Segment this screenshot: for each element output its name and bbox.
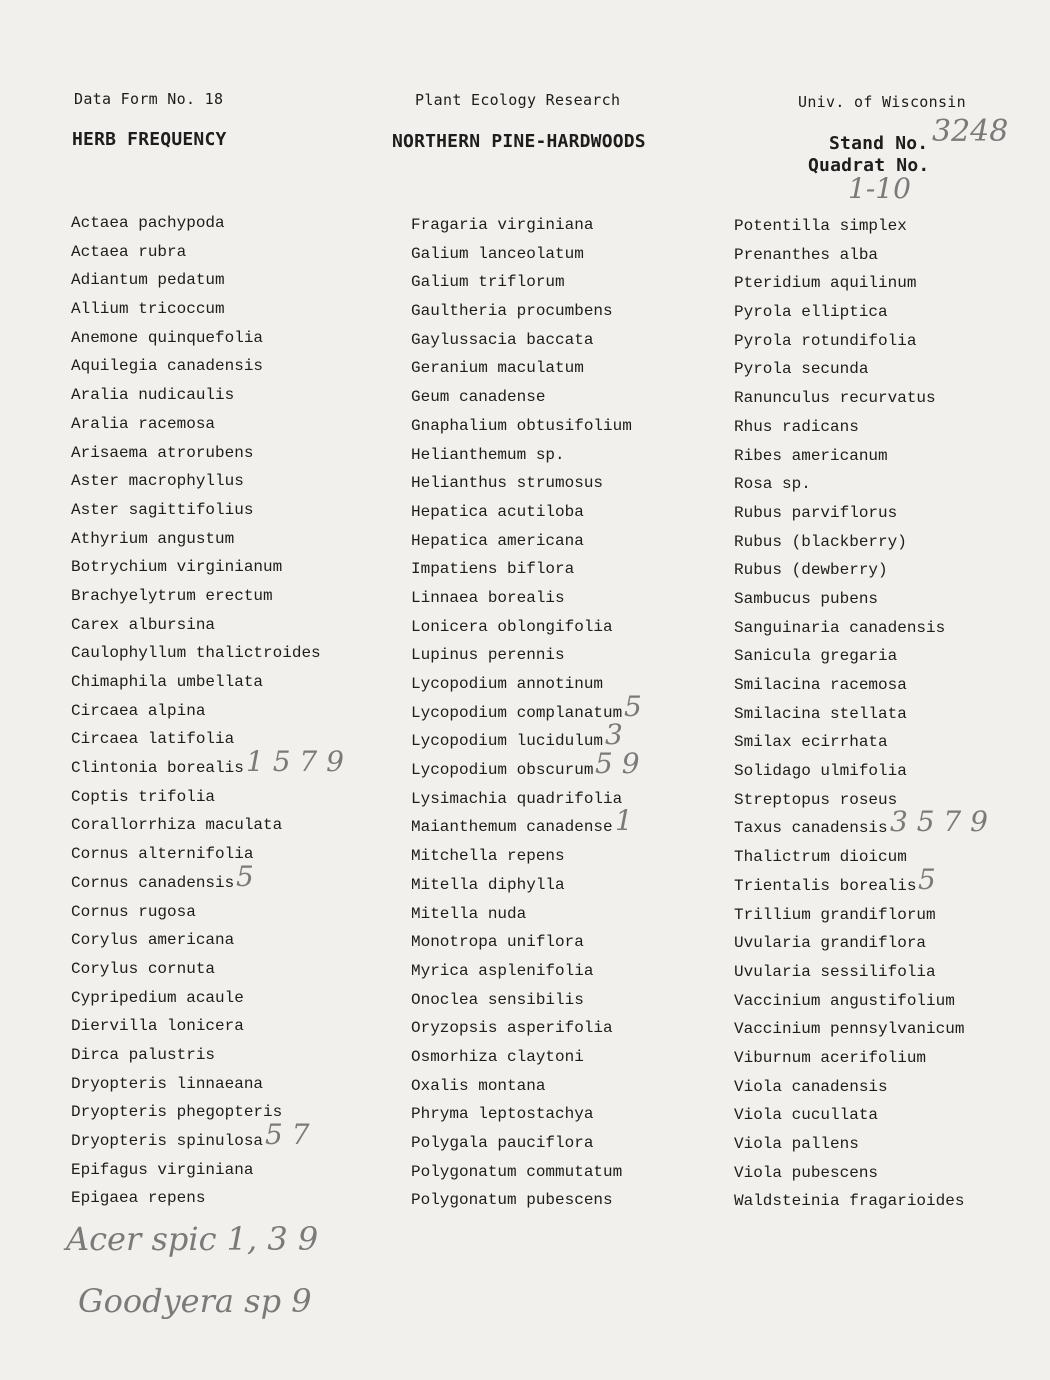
- species-name: Maianthemum canadense: [411, 818, 613, 837]
- species-name: Polygala pauciflora: [411, 1134, 594, 1152]
- species-row: [411, 928, 632, 957]
- species-name: Ranunculus recurvatus: [734, 389, 936, 408]
- species-name: Anemone quinquefolia: [71, 328, 264, 347]
- species-name: Coptis trifolia: [71, 787, 216, 806]
- species-row: [734, 671, 964, 700]
- species-row: [71, 745, 344, 783]
- species-name: Smilax ecirrhata: [734, 733, 888, 752]
- species-name: Rubus parviflorus: [734, 503, 898, 522]
- species-name: Corylus cornuta: [71, 959, 216, 978]
- species-name: Vaccinium pennsylvanicum: [734, 1020, 965, 1039]
- species-column-1: [71, 209, 344, 1213]
- species-row: [71, 1012, 321, 1041]
- species-row: [71, 668, 321, 697]
- species-name: Phryma leptostachya: [411, 1105, 594, 1124]
- species-row: [411, 383, 632, 412]
- species-row: [71, 840, 321, 869]
- species-name: Pyrola rotundifolia: [734, 331, 917, 350]
- frequency-mark: 1: [615, 804, 633, 838]
- species-row: [71, 410, 321, 439]
- species-row: [734, 1187, 964, 1216]
- species-row: [411, 785, 632, 814]
- species-name: Rosa sp.: [734, 475, 811, 494]
- species-name: Dirca palustris: [71, 1045, 216, 1064]
- species-name: Adiantum pedatum: [71, 271, 225, 290]
- species-name: Dryopteris spinulosa: [71, 1132, 264, 1150]
- species-row: [71, 697, 321, 726]
- species-row: [411, 804, 633, 842]
- species-row: [734, 269, 964, 298]
- species-name: Lycopodium lucidulum: [411, 732, 604, 751]
- species-name: Smilacina stellata: [734, 704, 907, 723]
- species-row: [734, 642, 964, 671]
- species-name: Viola canadensis: [734, 1077, 888, 1096]
- species-row: [734, 470, 964, 499]
- species-row: [734, 499, 964, 528]
- species-row: [411, 986, 632, 1015]
- stand-value: 3248: [932, 114, 1009, 149]
- species-name: Aralia racemosa: [71, 414, 216, 433]
- species-row: [734, 298, 964, 327]
- species-name: Dryopteris phegopteris: [71, 1103, 283, 1122]
- handwritten-note-2: Goodyera sp 9: [78, 1282, 312, 1320]
- species-name: Solidago ulmifolia: [734, 762, 907, 781]
- species-row: [734, 413, 964, 442]
- species-name: Chimaphila umbellata: [71, 673, 264, 691]
- frequency-mark: 3: [605, 718, 623, 752]
- species-name: Diervilla lonicera: [71, 1017, 244, 1036]
- species-name: Geum canadense: [411, 388, 546, 407]
- species-name: Lycopodium obscurum: [411, 761, 594, 780]
- species-row: [734, 614, 964, 643]
- species-name: Rhus radicans: [734, 417, 859, 436]
- species-name: Uvularia grandiflora: [734, 934, 927, 953]
- species-name: Oryzopsis asperifolia: [411, 1019, 613, 1038]
- species-row: [71, 209, 321, 238]
- species-row: [734, 805, 988, 843]
- species-row: [71, 352, 321, 381]
- species-name: Vaccinium angustifolium: [734, 991, 955, 1010]
- species-name: Hepatica americana: [411, 531, 584, 550]
- species-row: [71, 381, 321, 410]
- frequency-mark: 5 9: [595, 747, 640, 781]
- species-row: [411, 412, 632, 441]
- species-row: [411, 326, 632, 355]
- species-row: [411, 354, 632, 383]
- species-row: [71, 496, 321, 525]
- species-row: [71, 984, 321, 1013]
- species-name: Taxus canadensis: [734, 819, 888, 838]
- species-name: Smilacina racemosa: [734, 676, 907, 694]
- species-name: Cornus alternifolia: [71, 845, 254, 864]
- species-name: Lycopodium complanatum: [411, 703, 623, 722]
- species-name: Pyrola elliptica: [734, 303, 888, 322]
- species-row: [411, 469, 632, 498]
- university: Univ. of Wisconsin: [798, 93, 966, 111]
- species-name: Monotropa uniflora: [411, 933, 584, 952]
- species-row: [71, 295, 321, 324]
- species-name: Geranium maculatum: [411, 359, 584, 378]
- species-name: Lonicera oblongifolia: [411, 617, 613, 636]
- species-name: Galium lanceolatum: [411, 244, 584, 263]
- frequency-mark: 5: [624, 689, 642, 723]
- species-name: Botrychium virginianum: [71, 558, 283, 577]
- species-row: [734, 528, 964, 557]
- species-row: [411, 1014, 632, 1043]
- species-row: [71, 467, 321, 496]
- species-name: Trillium grandiflorum: [734, 905, 936, 924]
- species-row: [411, 900, 632, 929]
- species-row: [411, 297, 632, 326]
- species-row: [411, 584, 632, 613]
- species-name: Gaylussacia baccata: [411, 330, 594, 349]
- species-row: [411, 957, 632, 986]
- species-name: Linnaea borealis: [411, 588, 565, 607]
- species-name: Polygonatum commutatum: [411, 1162, 623, 1181]
- species-row: [734, 1073, 964, 1102]
- species-name: Lupinus perennis: [411, 646, 565, 665]
- species-name: Mitchella repens: [411, 847, 565, 866]
- species-name: Uvularia sessilifolia: [734, 962, 936, 981]
- species-row: [411, 441, 632, 470]
- species-row: [734, 1015, 964, 1044]
- frequency-mark: 3 5 7 9: [890, 805, 988, 839]
- species-name: Onoclea sensibilis: [411, 990, 584, 1009]
- frequency-mark: 1 5 7 9: [246, 745, 344, 779]
- species-name: Rubus (dewberry): [734, 561, 888, 580]
- species-name: Impatiens biflora: [411, 560, 575, 579]
- species-row: [71, 898, 321, 927]
- species-name: Potentilla simplex: [734, 217, 907, 235]
- handwritten-note-1: Acer spic 1, 3 9: [66, 1220, 319, 1258]
- species-name: Brachyelytrum erectum: [71, 586, 273, 605]
- species-name: Hepatica acutiloba: [411, 502, 584, 521]
- species-row: [734, 700, 964, 729]
- species-name: Gnaphalium obtusifolium: [411, 416, 632, 435]
- species-row: [71, 266, 321, 295]
- species-name: Cypripedium acaule: [71, 988, 244, 1007]
- species-row: [734, 728, 964, 757]
- species-row: [411, 670, 632, 699]
- species-name: Aralia nudicaulis: [71, 386, 235, 405]
- species-row: [734, 757, 964, 786]
- species-row: [71, 783, 321, 812]
- species-row: [71, 1041, 321, 1070]
- species-name: Cornus rugosa: [71, 902, 196, 921]
- species-row: [71, 553, 321, 582]
- species-name: Actaea rubra: [71, 242, 187, 261]
- species-name: Sambucus pubens: [734, 589, 879, 608]
- species-row: [411, 268, 632, 297]
- frequency-mark: 5 7: [265, 1118, 310, 1151]
- species-row: [411, 689, 642, 728]
- frequency-mark: 5: [236, 859, 254, 893]
- species-name: Waldsteinia fragarioides: [734, 1192, 965, 1211]
- species-name: Viola cucullata: [734, 1106, 879, 1125]
- species-row: [411, 1186, 632, 1215]
- species-row: [71, 955, 321, 984]
- species-name: Viburnum acerifolium: [734, 1048, 927, 1067]
- species-name: Arisaema atrorubens: [71, 443, 254, 462]
- species-row: [71, 1156, 321, 1185]
- species-row: [71, 1184, 321, 1213]
- species-row: [734, 1101, 964, 1130]
- species-row: [411, 613, 632, 642]
- species-row: [734, 241, 964, 270]
- species-name: Athyrium angustum: [71, 529, 235, 548]
- quadrat-label: Quadrat No.: [808, 155, 930, 176]
- species-name: Viola pubescens: [734, 1163, 879, 1182]
- species-name: Myrica asplenifolia: [411, 961, 594, 980]
- species-name: Polygonatum pubescens: [411, 1191, 613, 1210]
- species-name: Lycopodium annotinum: [411, 675, 604, 693]
- species-name: Cornus canadensis: [71, 873, 235, 892]
- species-name: Circaea alpina: [71, 701, 206, 720]
- species-row: [411, 527, 632, 556]
- species-row: [71, 324, 321, 353]
- species-name: Osmorhiza claytoni: [411, 1047, 584, 1066]
- species-name: Pyrola secunda: [734, 360, 869, 379]
- species-row: [734, 556, 964, 585]
- species-row: [71, 439, 321, 468]
- species-row: [734, 442, 964, 471]
- species-row: [734, 987, 964, 1016]
- species-name: Carex albursina: [71, 615, 216, 634]
- species-name: Oxalis montana: [411, 1076, 546, 1095]
- species-row: [71, 926, 321, 955]
- species-row: [71, 525, 321, 554]
- species-row: [411, 1129, 632, 1158]
- species-name: Actaea pachypoda: [71, 214, 225, 232]
- species-row: [71, 639, 321, 668]
- species-row: [411, 240, 632, 269]
- form-number: Data Form No. 18: [74, 90, 224, 108]
- species-name: Pteridium aquilinum: [734, 274, 917, 293]
- species-row: [411, 1100, 632, 1129]
- species-row: [411, 1158, 632, 1187]
- species-row: [411, 641, 632, 670]
- species-name: Fragaria virginiana: [411, 216, 594, 234]
- species-row: [734, 929, 964, 958]
- species-name: Gaultheria procumbens: [411, 302, 613, 321]
- species-row: [71, 238, 321, 267]
- species-row: [734, 212, 964, 241]
- species-name: Clintonia borealis: [71, 759, 244, 778]
- species-row: [71, 582, 321, 611]
- species-row: [734, 1130, 964, 1159]
- species-row: [734, 384, 964, 413]
- species-row: [411, 498, 632, 527]
- species-name: Helianthemum sp.: [411, 445, 565, 464]
- species-name: Viola pallens: [734, 1135, 859, 1153]
- species-name: Mitella diphylla: [411, 875, 565, 894]
- species-name: Epifagus virginiana: [71, 1160, 254, 1179]
- species-row: [71, 1118, 321, 1156]
- species-column-2: [411, 211, 642, 1215]
- species-row: [411, 871, 632, 900]
- species-row: [734, 958, 964, 987]
- species-row: [411, 842, 632, 871]
- species-name: Corallorrhiza maculata: [71, 816, 283, 835]
- species-column-3: [734, 212, 988, 1216]
- species-name: Epigaea repens: [71, 1189, 206, 1208]
- species-name: Sanguinaria canadensis: [734, 618, 946, 637]
- species-name: Lysimachia quadrifolia: [411, 789, 623, 808]
- species-row: [734, 862, 964, 901]
- community-title: NORTHERN PINE-HARDWOODS: [392, 131, 646, 152]
- species-row: [411, 1043, 632, 1072]
- species-row: [734, 327, 964, 356]
- species-row: [734, 355, 964, 384]
- species-name: Prenanthes alba: [734, 245, 879, 264]
- species-row: [411, 555, 632, 584]
- species-row: [71, 1070, 321, 1099]
- species-row: [71, 859, 321, 898]
- species-name: Corylus americana: [71, 931, 235, 950]
- species-row: [71, 611, 321, 640]
- species-row: [734, 585, 964, 614]
- species-name: Helianthus strumosus: [411, 474, 604, 493]
- quadrat-value: 1-10: [848, 172, 911, 205]
- species-name: Allium tricoccum: [71, 300, 225, 319]
- species-name: Sanicula gregaria: [734, 647, 898, 666]
- species-name: Dryopteris linnaeana: [71, 1074, 264, 1093]
- species-name: Trientalis borealis: [734, 876, 917, 895]
- species-row: [734, 1044, 964, 1073]
- species-name: Thalictrum dioicum: [734, 848, 907, 867]
- species-name: Streptopus roseus: [734, 790, 898, 809]
- species-row: [411, 211, 632, 240]
- species-name: Circaea latifolia: [71, 730, 235, 749]
- species-name: Aquilegia canadensis: [71, 357, 264, 376]
- species-name: Caulophyllum thalictroides: [71, 644, 321, 663]
- species-row: [734, 1159, 964, 1188]
- species-name: Aster macrophyllus: [71, 472, 244, 491]
- species-name: Ribes americanum: [734, 446, 888, 465]
- species-name: Galium triflorum: [411, 273, 565, 292]
- form-title: HERB FREQUENCY: [72, 129, 227, 150]
- species-row: [411, 747, 640, 785]
- species-name: Rubus (blackberry): [734, 532, 907, 551]
- species-row: [71, 811, 321, 840]
- species-row: [734, 901, 964, 930]
- frequency-mark: 5: [918, 862, 936, 896]
- species-name: Mitella nuda: [411, 904, 527, 923]
- species-name: Aster sagittifolius: [71, 500, 254, 519]
- organization: Plant Ecology Research: [415, 91, 621, 109]
- species-row: [411, 1072, 632, 1101]
- stand-label: Stand No.: [829, 133, 929, 154]
